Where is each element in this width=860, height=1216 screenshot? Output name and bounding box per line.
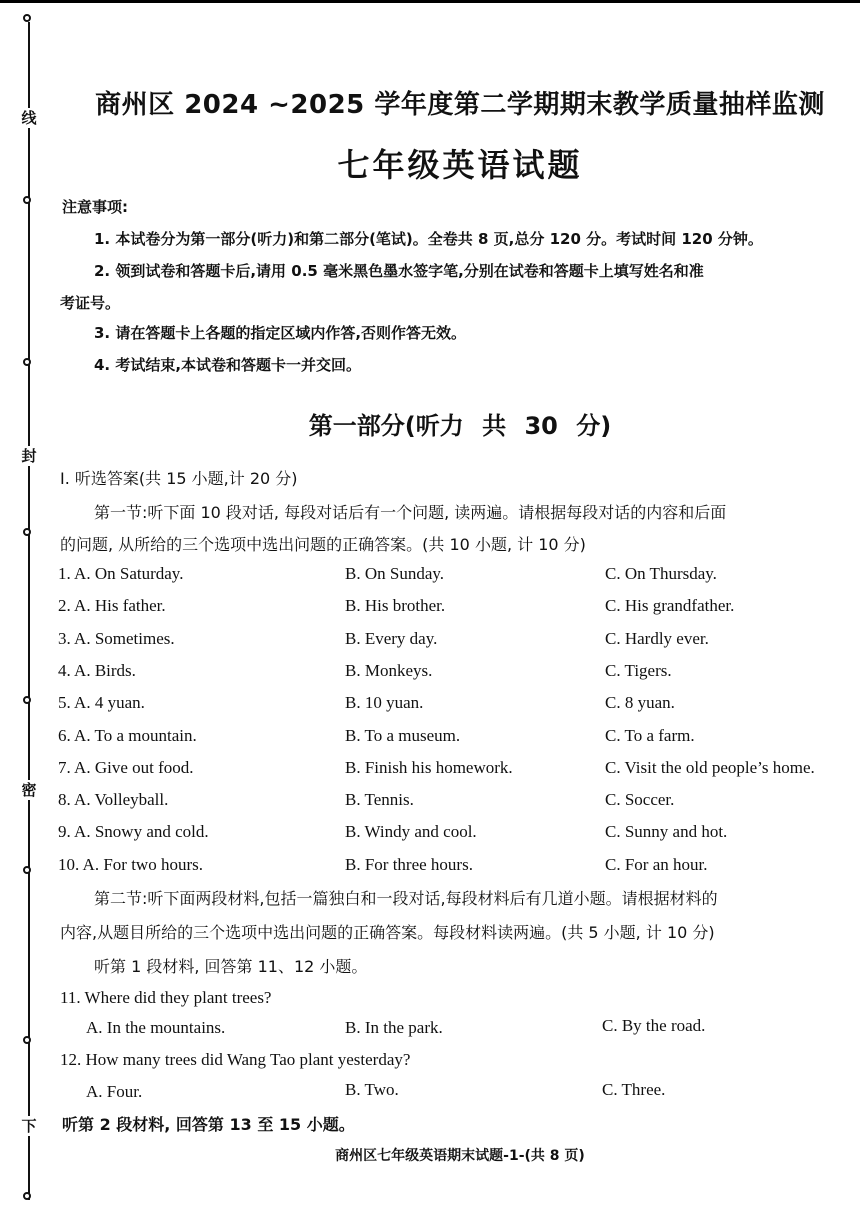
option-b: B. On Sunday. xyxy=(345,564,445,583)
binding-char-mi: 密 xyxy=(19,780,39,800)
option-b: B. Monkeys. xyxy=(345,660,433,680)
notice-item: 2. 领到试卷和答题卡后,请用 0.5 毫米黑色墨水签字笔,分别在试卷和答题卡上填写姓名和准 xyxy=(94,262,704,280)
option-c: C. By the road. xyxy=(602,1016,706,1035)
binding-char-xian: 线 xyxy=(19,108,39,128)
question-stem: 12. How many trees did Wang Tao plant yesterday? xyxy=(60,1050,411,1069)
option-c: C. Tigers. xyxy=(605,660,672,680)
option-b: B. To a museum. xyxy=(345,725,461,745)
option-a: 2. A. His father. xyxy=(58,596,166,616)
notice-heading: 注意事项: xyxy=(62,198,128,216)
option-a: 1. A. On Saturday. xyxy=(58,564,184,583)
section-instruction: 的问题, 从所给的三个选项中选出问题的正确答案。(共 10 小题, 计 10 分) xyxy=(60,535,586,554)
option-c: C. His grandfather. xyxy=(605,596,735,616)
notice-item: 1. 本试卷分为第一部分(听力)和第二部分(笔试)。全卷共 8 页,总分 120 分。考试时间 120 分钟。 xyxy=(94,230,763,248)
option-c: C. Three. xyxy=(602,1080,666,1099)
binding-circle xyxy=(23,196,31,204)
option-a: A. In the mountains. xyxy=(86,1018,226,1037)
option-a: 3. A. Sometimes. xyxy=(58,628,175,648)
option-b: B. Every day. xyxy=(345,628,438,648)
binding-margin xyxy=(0,0,56,1216)
binding-circle xyxy=(23,1192,31,1200)
binding-circle xyxy=(23,1036,31,1044)
option-a: 8. A. Volleyball. xyxy=(58,790,169,810)
binding-char-xia: 下 xyxy=(19,1116,39,1136)
option-b: B. Finish his homework. xyxy=(345,757,513,777)
option-c: C. Hardly ever. xyxy=(605,628,709,648)
notice-item: 考证号。 xyxy=(60,294,121,312)
section-instruction: 第一节:听下面 10 段对话, 每段对话后有一个问题, 读两遍。请根据每段对话的内容和后面 xyxy=(94,503,727,522)
notice-item: 3. 请在答题卡上各题的指定区域内作答,否则作答无效。 xyxy=(94,324,467,342)
option-c: C. Visit the old people’s home. xyxy=(605,757,815,777)
option-c: C. Soccer. xyxy=(605,790,675,810)
material-instruction: 听第 1 段材料, 回答第 11、12 小题。 xyxy=(94,957,368,976)
binding-circle xyxy=(23,866,31,874)
option-a: 5. A. 4 yuan. xyxy=(58,693,145,713)
binding-char-feng: 封 xyxy=(19,446,39,466)
option-b: B. Tennis. xyxy=(345,790,414,810)
option-b: B. 10 yuan. xyxy=(345,693,424,713)
option-a: 10. A. For two hours. xyxy=(58,854,203,874)
option-b: B. In the park. xyxy=(345,1018,443,1037)
exam-subtitle: 七年级英语试题 xyxy=(337,146,583,184)
question-stem: 11. Where did they plant trees? xyxy=(60,988,272,1007)
option-c: C. For an hour. xyxy=(605,854,708,874)
option-c: C. 8 yuan. xyxy=(605,693,675,713)
option-b: B. For three hours. xyxy=(345,854,473,874)
binding-circle xyxy=(23,14,31,22)
exam-title: 商州区 2024 ~2025 学年度第二学期期末教学质量抽样监测 xyxy=(95,90,825,120)
section-instruction: 内容,从题目所给的三个选项中选出问题的正确答案。每段材料读两遍。(共 5 小题, 计 10 分) xyxy=(60,923,715,942)
binding-circle xyxy=(23,696,31,704)
option-a: 6. A. To a mountain. xyxy=(58,725,197,745)
binding-circle xyxy=(23,528,31,536)
page-footer: 商州区七年级英语期末试题-1-(共 8 页) xyxy=(335,1148,585,1164)
binding-circle xyxy=(23,358,31,366)
top-border xyxy=(0,0,860,3)
part-one-title: 第一部分(听力 共 30 分) xyxy=(308,412,612,440)
material-instruction: 听第 2 段材料, 回答第 13 至 15 小题。 xyxy=(62,1115,355,1134)
section-instruction: 第二节:听下面两段材料,包括一篇独白和一段对话,每段材料后有几道小题。请根据材料的 xyxy=(94,889,718,908)
notice-item: 4. 考试结束,本试卷和答题卡一并交回。 xyxy=(94,356,362,374)
section-heading: Ⅰ. 听选答案(共 15 小题,计 20 分) xyxy=(60,469,298,488)
option-c: C. On Thursday. xyxy=(605,564,717,583)
option-c: C. To a farm. xyxy=(605,725,695,745)
option-a: A. Four. xyxy=(86,1082,143,1101)
option-b: B. Windy and cool. xyxy=(345,822,477,842)
option-b: B. Two. xyxy=(345,1080,399,1099)
option-a: 9. A. Snowy and cold. xyxy=(58,822,209,842)
option-c: C. Sunny and hot. xyxy=(605,822,728,842)
option-a: 7. A. Give out food. xyxy=(58,757,194,777)
option-a: 4. A. Birds. xyxy=(58,660,136,680)
option-b: B. His brother. xyxy=(345,596,446,616)
